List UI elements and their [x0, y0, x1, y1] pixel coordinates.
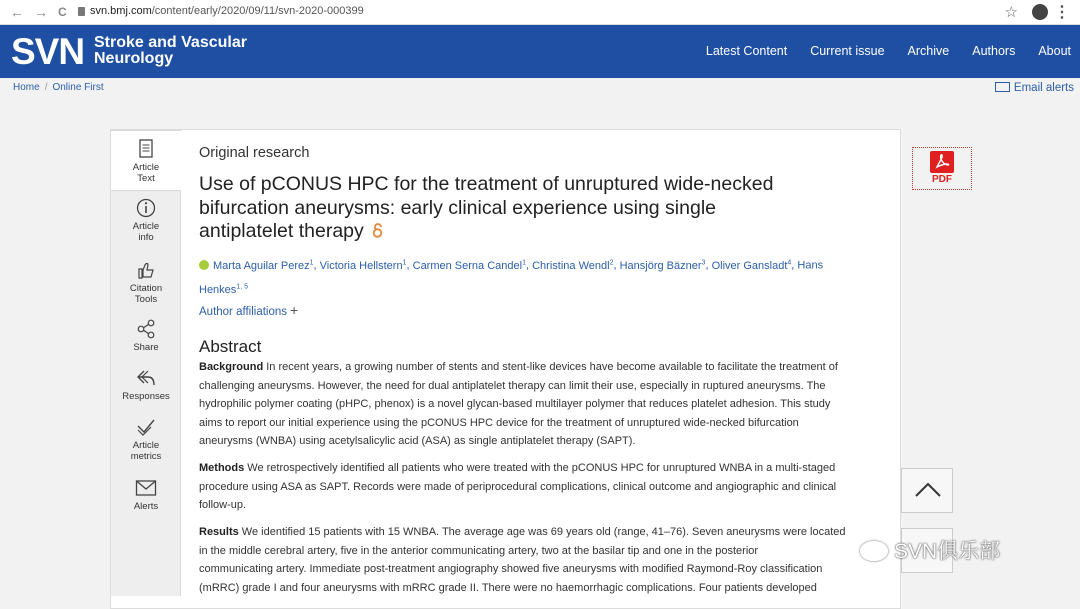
abstract-heading: Abstract	[199, 337, 262, 356]
back-button[interactable]: ←	[10, 4, 24, 20]
article-title-line3: antiplatelet therapy	[199, 220, 809, 245]
author-affiliations-label: Author affiliations	[199, 306, 288, 318]
nav-latest-content[interactable]: Latest Content	[705, 44, 788, 58]
browser-toolbar	[0, 0, 1080, 25]
wechat-icon	[860, 541, 888, 561]
orcid-icon[interactable]	[199, 260, 209, 270]
author-link[interactable]: Hansjörg Bäzner$^3$	[619, 259, 706, 272]
nav-archive[interactable]: Archive	[907, 44, 950, 58]
sidebar-item-citation-tools[interactable]	[111, 260, 181, 305]
author-affiliations-toggle[interactable]	[199, 302, 298, 318]
nav-about[interactable]: About	[1038, 44, 1071, 58]
article-sidebar	[111, 130, 181, 596]
author-link[interactable]: Marta Aguilar Perez$^1$	[213, 259, 314, 272]
author-link[interactable]: Carmen Serna Candel$^1$	[412, 259, 526, 272]
chevron-up-icon	[914, 481, 942, 499]
author-list: Marta Aguilar Perez$^1$, Victoria Hellstern$^1$, Carmen Serna Candel$^1$, Christina Wendl$^2$, Hansjörg Bäzner$^3$, Oliver Gansladt$^4$, Hans Henkes$^{1, 5}$	[199, 259, 824, 297]
abstract-methods: Methods We retrospectively identified all patients who were treated with the pCONUS HPC for unruptured WNBA in a multi-staged procedure using ASA as SAPT. Records were made of periprocedural complications, clinical outcome and angiographic and clinical follow-up.	[199, 462, 837, 511]
sidebar-item-article-text[interactable]	[111, 130, 181, 191]
reload-button[interactable]: C	[58, 5, 67, 19]
sidebar-item-alerts[interactable]	[111, 478, 181, 512]
email-alerts-link[interactable]	[995, 82, 1074, 94]
address-bar[interactable]	[90, 5, 364, 17]
forward-button[interactable]: →	[34, 4, 48, 20]
nav-authors[interactable]: Authors	[972, 44, 1016, 58]
sidebar-item-article-info[interactable]	[111, 198, 181, 243]
open-access-icon	[368, 224, 383, 241]
sidebar-label-line2: Tools	[134, 294, 158, 305]
document-icon	[135, 139, 157, 159]
author-link[interactable]: Victoria Hellstern$^1$	[319, 259, 407, 272]
pdf-label: PDF	[932, 174, 952, 185]
sidebar-item-share[interactable]	[111, 319, 181, 353]
watermark-text: SVN俱乐部	[894, 540, 1001, 563]
pdf-icon	[930, 151, 954, 173]
author-link[interactable]: Henkes$^{1, 5}$	[199, 283, 248, 297]
url-path: /content/early/2020/09/11/svn-2020-000399	[151, 5, 364, 17]
top-navigation	[692, 44, 1080, 58]
article-type: Original research	[199, 145, 310, 161]
info-icon	[135, 198, 157, 218]
nav-current-issue[interactable]: Current issue	[810, 44, 885, 58]
sidebar-label-line1: Article	[132, 221, 160, 232]
breadcrumb-separator: /	[44, 82, 48, 93]
author-link[interactable]: Christina Wendl$^2$	[532, 259, 614, 272]
sidebar-item-article-metrics[interactable]	[111, 417, 181, 462]
sidebar-label-line2: Text	[137, 173, 155, 184]
reply-icon	[135, 368, 157, 388]
plus-icon: +	[290, 302, 299, 318]
envelope-icon	[135, 478, 157, 498]
sidebar-label-line1: Alerts	[133, 501, 159, 512]
background-label: Background	[199, 361, 264, 373]
svn-logo[interactable]: SVN	[11, 31, 85, 72]
article-title-line1: Use of pCONUS HPC for the treatment of unruptured wide-necked	[199, 173, 774, 195]
thumbs-up-icon	[135, 260, 157, 280]
results-label: Results	[199, 526, 239, 538]
lock-icon	[78, 7, 85, 16]
scroll-to-top-button[interactable]	[901, 468, 953, 513]
pdf-download-button[interactable]	[912, 147, 972, 190]
sidebar-label-line1: Article	[132, 440, 160, 451]
sidebar-label-line1: Article	[132, 162, 160, 173]
account-icon[interactable]	[1032, 4, 1048, 20]
sidebar-label-line2: info	[138, 232, 154, 243]
methods-label: Methods	[199, 462, 245, 474]
breadcrumb-online-first[interactable]: Online First	[52, 82, 104, 93]
sidebar-item-responses[interactable]	[111, 368, 181, 402]
journal-name-line2: Neurology	[94, 50, 174, 67]
sidebar-label-line1: Citation	[129, 283, 163, 294]
metrics-icon	[135, 417, 157, 437]
bookmark-star-icon[interactable]: ☆	[1004, 4, 1018, 21]
url-host: svn.bmj.com	[90, 5, 152, 17]
journal-name-line1: Stroke and Vascular	[94, 34, 247, 51]
author-link[interactable]: Hans	[797, 259, 824, 272]
share-icon	[135, 319, 157, 339]
envelope-icon	[995, 82, 1010, 92]
author-link[interactable]: Oliver Gansladt$^4$	[711, 259, 792, 272]
site-header	[0, 25, 1080, 78]
breadcrumb	[13, 82, 104, 93]
abstract-background: Background In recent years, a growing number of stents and stent-like devices have become available to facilitate the treatment of challenging aneurysms. However, the need for dual antiplatelet therapy can limit their use, especially in ruptured aneurysms. The hydrophilic polymer coating (pHPC, phenox) is a novel glycan-based multilayer polymer that reduces platelet adhesion. This study aims to report our initial experience using the pCONUS HPC device for the treatment of unruptured wide-necked bifurcation aneurysms (WNBA) using acetylsalicylic acid (ASA) as single antiplatelet therapy (SAPT).	[199, 361, 838, 447]
abstract-results: Results We identified 15 patients with 15 WNBA. The average age was 69 years old (range, 41–76). Seven aneurysms were located in the middle cerebral artery, five in the anterior communicating artery, two at the basilar tip and one in the posterior communicating artery. Immediate post-treatment angiography showed five aneurysms with modified Raymond-Roy classification (mRRC) grade I and four aneurysms with mRRC grade II. There were no haemorrhagic complications. Four patients developed	[199, 526, 846, 594]
breadcrumb-home[interactable]: Home	[13, 82, 40, 93]
article-title	[199, 173, 809, 245]
sidebar-label-line1: Share	[133, 342, 159, 353]
browser-menu-icon[interactable]: ⋮	[1054, 4, 1070, 21]
email-alerts-label: Email alerts	[1013, 82, 1074, 94]
watermark	[860, 535, 1000, 565]
article-title-line2: bifurcation aneurysms: early clinical experience using single	[199, 196, 717, 219]
sidebar-label-line1: Responses	[122, 391, 170, 402]
sidebar-label-line2: metrics	[130, 451, 162, 462]
journal-name[interactable]	[94, 35, 247, 67]
